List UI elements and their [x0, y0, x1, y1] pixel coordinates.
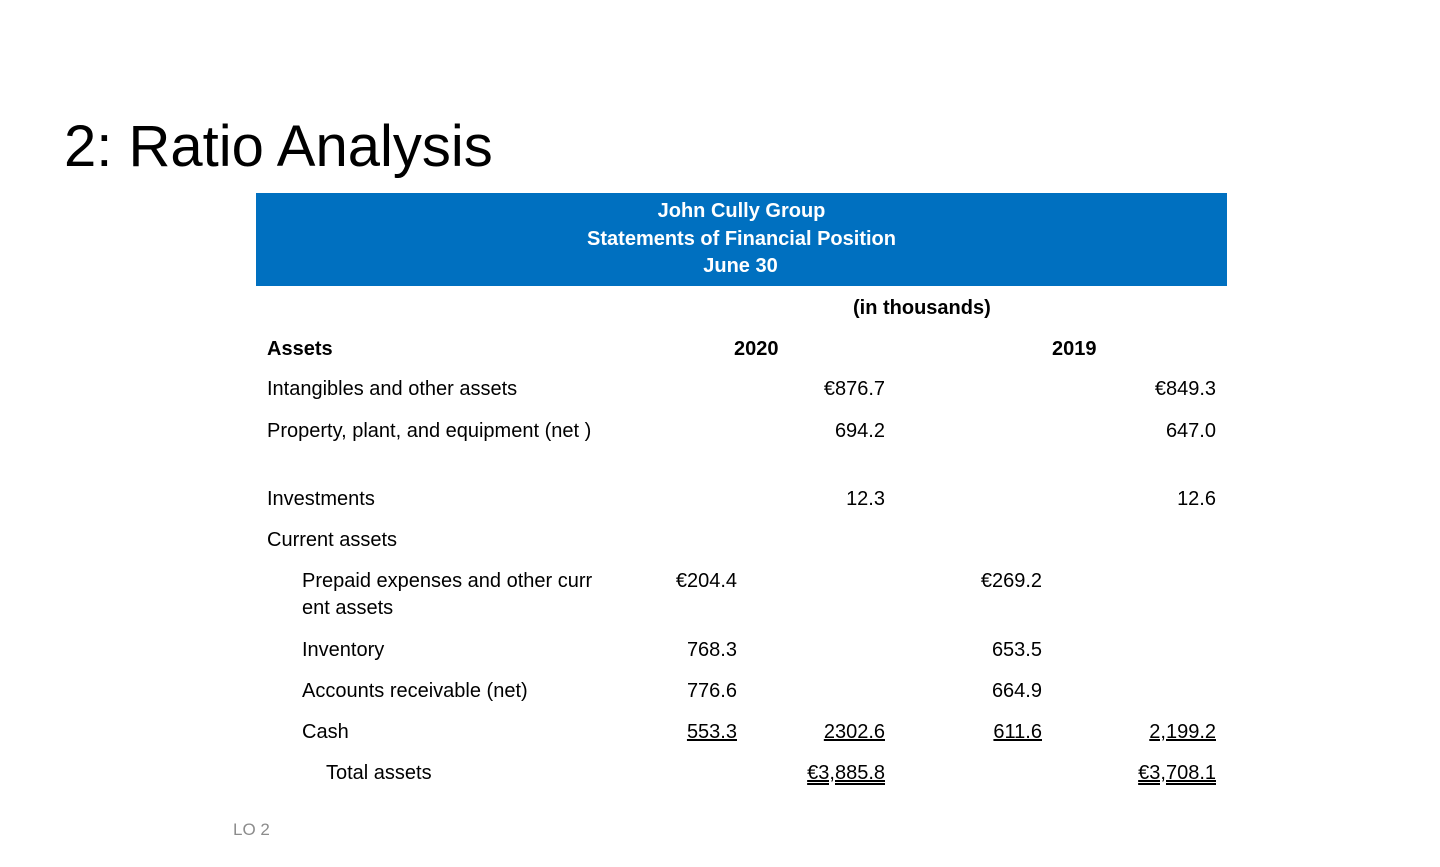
cash-total-2020-value: 2302.6	[823, 721, 885, 743]
row-label: Prepaid expenses and other curr ent assets	[302, 570, 593, 619]
statement-header	[256, 193, 1227, 286]
row-inner-2020: €204.4	[675, 570, 737, 592]
row-inner-2019	[975, 719, 1042, 746]
row-label: Intangibles and other assets	[267, 378, 518, 400]
row-inner-2020: 768.3	[686, 639, 737, 661]
cash-total-2019-value: 2,199.2	[1149, 721, 1216, 743]
row-label: Cash	[302, 721, 349, 743]
cash-inner-2019-value: 611.6	[993, 721, 1042, 743]
row-inner-2020: 776.6	[686, 680, 737, 702]
row-inner-2019: 653.5	[991, 639, 1042, 661]
units-label: (in thousands)	[853, 297, 991, 319]
company-name: John Cully Group	[657, 200, 826, 222]
row-total-2019: 647.0	[1165, 420, 1216, 442]
total-assets-2020: €3,885.8	[807, 762, 885, 784]
cash-inner-2020-value: 553.3	[686, 721, 737, 743]
statement-title: Statements of Financial Position	[587, 227, 896, 250]
row-inner-2019: 664.9	[991, 680, 1042, 702]
year-header-2019: 2019	[1052, 338, 1097, 360]
row-total-2020	[796, 719, 885, 746]
row-total-2020: 12.3	[846, 488, 885, 510]
slide-title: 2: Ratio Analysis	[64, 114, 493, 179]
statement-date: June 30	[703, 255, 778, 277]
footer-lo-label: LO 2	[233, 820, 270, 839]
section-label-assets: Assets	[267, 338, 333, 360]
row-inner-2020	[664, 719, 737, 746]
row-total-2020: 694.2	[834, 420, 885, 442]
row-inner-2019: €269.2	[980, 570, 1042, 592]
row-label: Accounts receivable (net)	[302, 680, 528, 702]
row-total-2020: €876.7	[823, 378, 885, 400]
row-label: Inventory	[302, 639, 385, 661]
row-total-2019	[1131, 719, 1216, 746]
row-label: Current assets	[267, 529, 398, 551]
row-label: Investments	[267, 488, 375, 510]
total-assets-2019: €3,708.1	[1138, 762, 1216, 784]
row-label: Property, plant, and equipment (net )	[267, 420, 592, 442]
row-label-total: Total assets	[326, 762, 432, 784]
year-header-2020: 2020	[734, 338, 779, 360]
row-total-2019: 12.6	[1177, 488, 1216, 510]
row-total-2019: €849.3	[1154, 378, 1216, 400]
